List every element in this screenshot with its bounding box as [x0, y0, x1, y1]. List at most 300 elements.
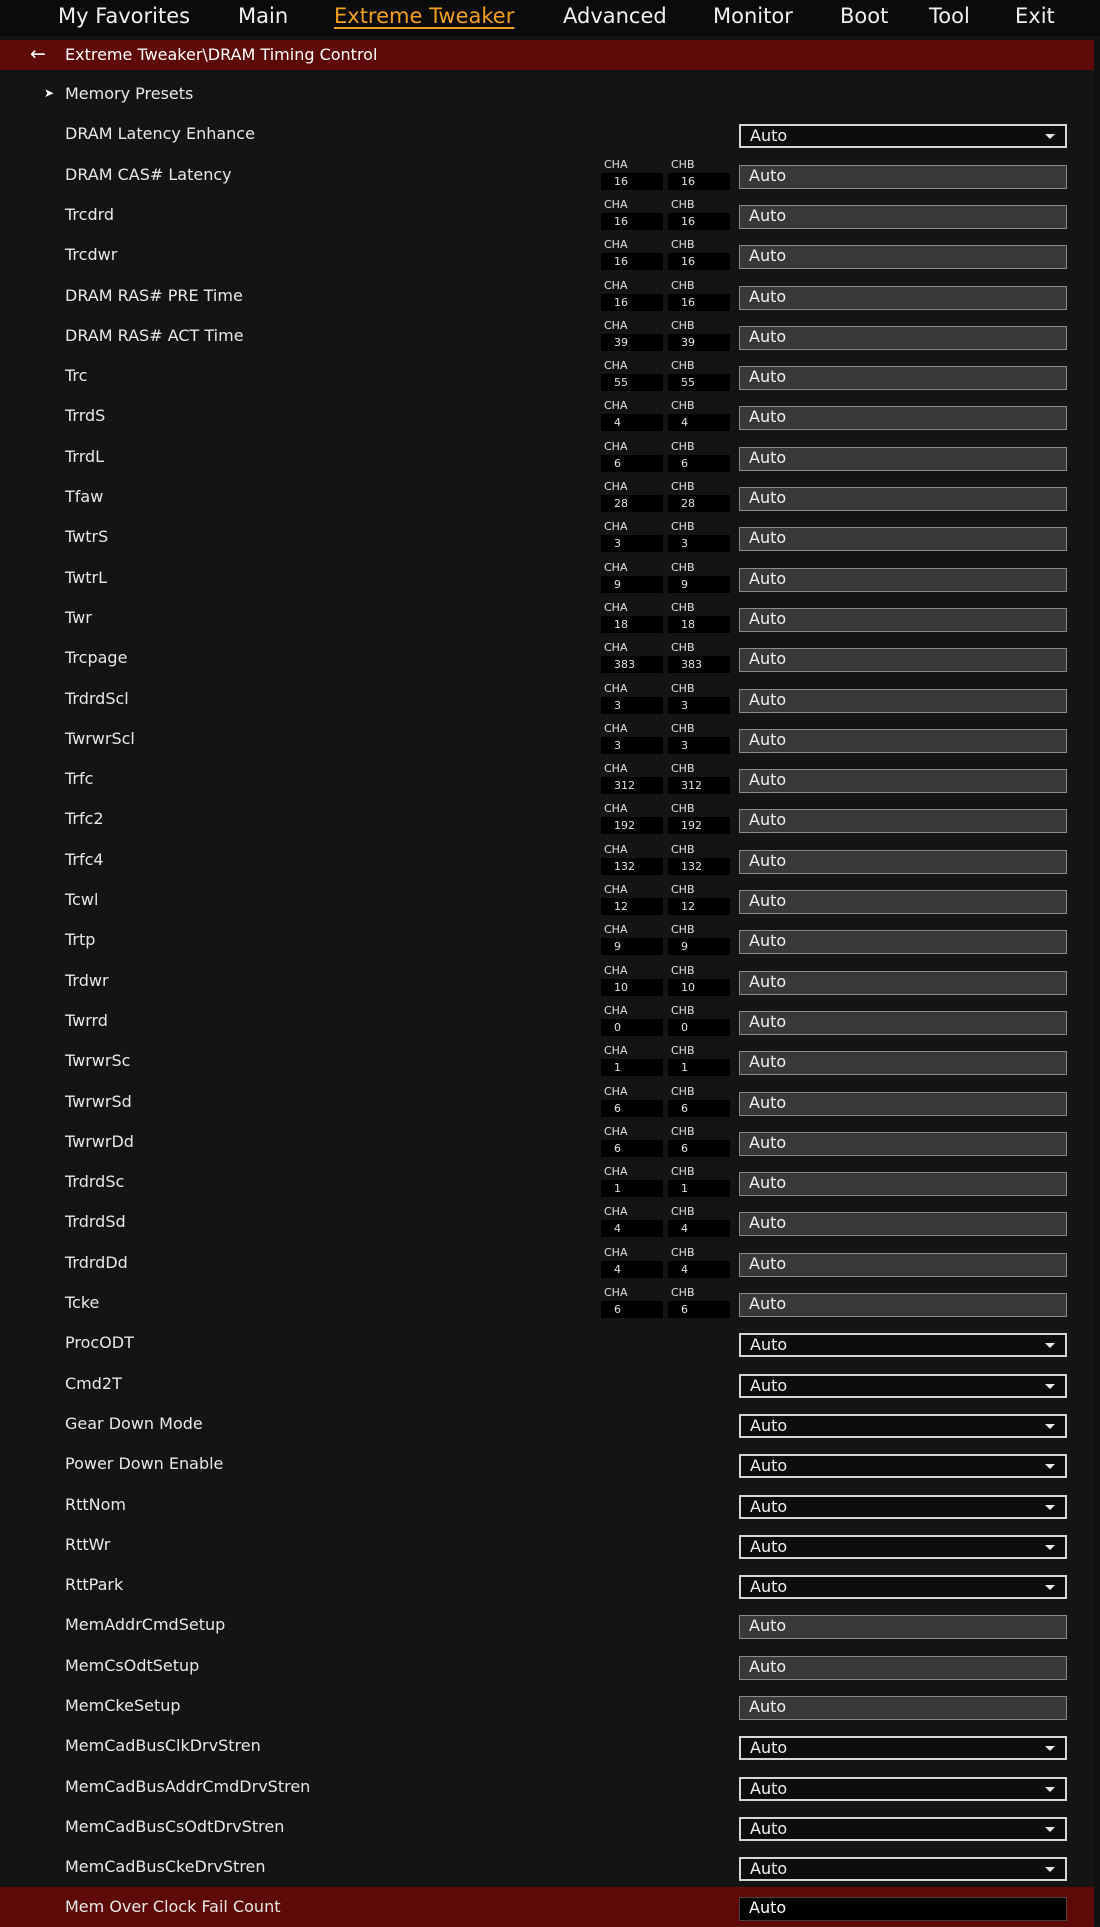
setting-label: Tcke: [65, 1293, 100, 1312]
setting-label: TwtrS: [65, 527, 109, 546]
chevron-down-icon: [1045, 1424, 1055, 1429]
value-input[interactable]: [739, 1656, 1067, 1680]
setting-row-tfaw[interactable]: [0, 477, 1094, 517]
value-text: Auto: [749, 931, 787, 950]
setting-label: MemAddrCmdSetup: [65, 1615, 226, 1634]
setting-row-trdrddd[interactable]: [0, 1243, 1094, 1283]
setting-row-cmd2t[interactable]: [0, 1364, 1094, 1404]
value-input[interactable]: [739, 366, 1067, 390]
tab-main[interactable]: Main: [238, 4, 289, 28]
value-text: Auto: [750, 126, 788, 145]
chevron-down-icon: [1045, 1585, 1055, 1590]
channel-b-label: CHB: [671, 480, 695, 493]
channel-b-value: 4: [668, 1261, 730, 1278]
setting-row-mem-over-clock-fail-count[interactable]: [0, 1887, 1094, 1927]
channel-b-label: CHB: [671, 923, 695, 936]
setting-row-trdwr[interactable]: [0, 961, 1094, 1001]
setting-row-trfc4[interactable]: [0, 840, 1094, 880]
channel-b-label: CHB: [671, 1205, 695, 1218]
setting-row-trfc[interactable]: [0, 759, 1094, 799]
channel-a-value: 9: [601, 576, 663, 593]
channel-b-readout: [668, 359, 730, 393]
tab-advanced[interactable]: Advanced: [563, 4, 667, 28]
value-dropdown[interactable]: [739, 1736, 1067, 1760]
chevron-down-icon: [1045, 1746, 1055, 1751]
value-input[interactable]: [739, 406, 1067, 430]
channel-a-label: CHA: [604, 399, 628, 412]
channel-a-value: 4: [601, 1220, 663, 1237]
setting-label: TrrdL: [65, 447, 105, 466]
channel-a-value: 6: [601, 1301, 663, 1318]
setting-row-memaddrcmdsetup[interactable]: [0, 1605, 1094, 1645]
value-input[interactable]: [739, 487, 1067, 511]
channel-b-value: 9: [668, 938, 730, 955]
channel-a-label: CHA: [604, 964, 628, 977]
chevron-down-icon: [1045, 1343, 1055, 1348]
setting-row-twrrd[interactable]: [0, 1001, 1094, 1041]
setting-label: TrrdS: [65, 406, 106, 425]
setting-row-dram-ras-act-time[interactable]: [0, 316, 1094, 356]
channel-a-label: CHA: [604, 198, 628, 211]
channel-a-value: 1: [601, 1059, 663, 1076]
value-input[interactable]: [739, 1212, 1067, 1236]
value-dropdown[interactable]: [739, 1333, 1067, 1357]
channel-b-label: CHB: [671, 1286, 695, 1299]
channel-b-value: 1: [668, 1059, 730, 1076]
value-text: Auto: [750, 1738, 788, 1757]
channel-b-readout: [668, 480, 730, 514]
channel-b-readout: [668, 762, 730, 796]
setting-row-trrdl[interactable]: [0, 437, 1094, 477]
setting-row-tcwl[interactable]: [0, 880, 1094, 920]
channel-b-value: 6: [668, 1140, 730, 1157]
channel-b-label: CHB: [671, 238, 695, 251]
value-input[interactable]: [739, 447, 1067, 471]
setting-label: DRAM RAS# ACT Time: [65, 326, 244, 345]
channel-a-readout: [601, 762, 663, 796]
tab-extreme-tweaker[interactable]: Extreme Tweaker: [334, 4, 515, 28]
channel-b-label: CHB: [671, 722, 695, 735]
value-text: Auto: [749, 1254, 787, 1273]
setting-label: TrdrdSc: [65, 1172, 125, 1191]
channel-a-value: 16: [601, 253, 663, 270]
setting-row-twtrs[interactable]: [0, 517, 1094, 557]
channel-b-readout: [668, 1044, 730, 1078]
value-input[interactable]: [739, 1092, 1067, 1116]
channel-b-readout: [668, 561, 730, 595]
setting-row-twrwrscl[interactable]: [0, 719, 1094, 759]
value-text: Auto: [749, 569, 787, 588]
channel-a-label: CHA: [604, 722, 628, 735]
channel-a-label: CHA: [604, 359, 628, 372]
setting-row-dram-ras-pre-time[interactable]: [0, 276, 1094, 316]
channel-a-value: 12: [601, 898, 663, 915]
setting-row-twrwrdd[interactable]: [0, 1122, 1094, 1162]
setting-row-power-down-enable[interactable]: [0, 1444, 1094, 1484]
value-text: Auto: [750, 1456, 788, 1475]
value-input[interactable]: [739, 286, 1067, 310]
channel-b-value: 132: [668, 858, 730, 875]
scrollbar-track[interactable]: [1094, 40, 1100, 1925]
setting-row-trcdrd[interactable]: [0, 195, 1094, 235]
channel-b-value: 16: [668, 213, 730, 230]
channel-a-readout: [601, 1085, 663, 1119]
setting-label: Gear Down Mode: [65, 1414, 203, 1433]
channel-b-label: CHB: [671, 762, 695, 775]
value-input[interactable]: [739, 1132, 1067, 1156]
setting-label: Cmd2T: [65, 1374, 122, 1393]
setting-label: MemCsOdtSetup: [65, 1656, 200, 1675]
value-text: Auto: [749, 609, 787, 628]
channel-a-value: 1: [601, 1180, 663, 1197]
value-text: Auto: [750, 1819, 788, 1838]
setting-row-trtp[interactable]: [0, 920, 1094, 960]
channel-a-value: 3: [601, 535, 663, 552]
value-input[interactable]: [739, 689, 1067, 713]
channel-b-label: CHB: [671, 1004, 695, 1017]
setting-label: Tcwl: [65, 890, 99, 909]
setting-row-trdrdsd[interactable]: [0, 1202, 1094, 1242]
channel-b-readout: [668, 1205, 730, 1239]
setting-label: DRAM RAS# PRE Time: [65, 286, 243, 305]
channel-b-value: 6: [668, 1301, 730, 1318]
channel-b-value: 1: [668, 1180, 730, 1197]
setting-label: DRAM CAS# Latency: [65, 165, 232, 184]
setting-row-trrds[interactable]: [0, 396, 1094, 436]
setting-label: MemCadBusCsOdtDrvStren: [65, 1817, 285, 1836]
value-text: Auto: [749, 1093, 787, 1112]
channel-a-value: 3: [601, 697, 663, 714]
channel-a-readout: [601, 399, 663, 433]
channel-a-value: 6: [601, 455, 663, 472]
setting-row-dram-cas-latency[interactable]: [0, 155, 1094, 195]
channel-a-label: CHA: [604, 1085, 628, 1098]
setting-row-twr[interactable]: [0, 598, 1094, 638]
value-text: Auto: [750, 1577, 788, 1596]
channel-a-readout: [601, 1246, 663, 1280]
channel-a-label: CHA: [604, 279, 628, 292]
value-text: Auto: [749, 246, 787, 265]
channel-b-value: 3: [668, 697, 730, 714]
value-text: Auto: [749, 690, 787, 709]
channel-a-value: 6: [601, 1100, 663, 1117]
value-input[interactable]: [739, 568, 1067, 592]
chevron-down-icon: [1045, 1505, 1055, 1510]
setting-row-memcsodtsetup[interactable]: [0, 1646, 1094, 1686]
setting-label: MemCadBusClkDrvStren: [65, 1736, 261, 1755]
setting-row-twtrl[interactable]: [0, 558, 1094, 598]
channel-a-readout: [601, 319, 663, 353]
channel-a-label: CHA: [604, 1165, 628, 1178]
value-input[interactable]: [739, 769, 1067, 793]
channel-b-readout: [668, 802, 730, 836]
setting-label: TwrwrSd: [65, 1092, 132, 1111]
chevron-down-icon: [1045, 1867, 1055, 1872]
value-input[interactable]: [739, 930, 1067, 954]
channel-b-label: CHB: [671, 399, 695, 412]
value-text: Auto: [749, 1697, 787, 1716]
setting-label: Tfaw: [65, 487, 104, 506]
setting-row-tcke[interactable]: [0, 1283, 1094, 1323]
setting-label: DRAM Latency Enhance: [65, 124, 255, 143]
setting-row-memory-presets[interactable]: [0, 74, 1094, 114]
channel-a-value: 0: [601, 1019, 663, 1036]
setting-label: Trdwr: [65, 971, 109, 990]
value-text: Auto: [749, 1294, 787, 1313]
value-input[interactable]: [739, 890, 1067, 914]
setting-row-dram-latency-enhance[interactable]: [0, 114, 1094, 154]
channel-b-readout: [668, 923, 730, 957]
setting-row-memcadbusaddrcmddrvstren[interactable]: [0, 1767, 1094, 1807]
value-text: Auto: [749, 1052, 787, 1071]
channel-a-readout: [601, 520, 663, 554]
channel-b-readout: [668, 399, 730, 433]
channel-b-readout: [668, 964, 730, 998]
value-input[interactable]: [739, 648, 1067, 672]
channel-a-readout: [601, 682, 663, 716]
channel-b-value: 16: [668, 173, 730, 190]
channel-b-value: 18: [668, 616, 730, 633]
channel-a-label: CHA: [604, 883, 628, 896]
setting-label: Trcpage: [65, 648, 128, 667]
chevron-down-icon: [1045, 1827, 1055, 1832]
value-dropdown[interactable]: [739, 124, 1067, 148]
setting-row-memcadbusckedrvstren[interactable]: [0, 1847, 1094, 1887]
value-text: Auto: [749, 448, 787, 467]
tab-exit[interactable]: Exit: [1015, 4, 1055, 28]
channel-a-value: 10: [601, 979, 663, 996]
value-input[interactable]: [739, 1253, 1067, 1277]
setting-label: TrdrdDd: [65, 1253, 128, 1272]
value-text: Auto: [749, 1213, 787, 1232]
value-input[interactable]: [739, 527, 1067, 551]
setting-row-trcdwr[interactable]: [0, 235, 1094, 275]
setting-row-trdrdsc[interactable]: [0, 1162, 1094, 1202]
value-input[interactable]: [739, 1172, 1067, 1196]
setting-row-rttwr[interactable]: [0, 1525, 1094, 1565]
setting-label: Trfc: [65, 769, 94, 788]
value-text: Auto: [749, 1898, 787, 1917]
channel-b-label: CHB: [671, 198, 695, 211]
setting-row-twrwrsd[interactable]: [0, 1082, 1094, 1122]
channel-a-label: CHA: [604, 682, 628, 695]
breadcrumb-path: Extreme Tweaker\DRAM Timing Control: [65, 45, 378, 64]
channel-b-value: 12: [668, 898, 730, 915]
channel-b-value: 6: [668, 1100, 730, 1117]
channel-b-value: 9: [668, 576, 730, 593]
channel-b-value: 4: [668, 1220, 730, 1237]
channel-a-label: CHA: [604, 601, 628, 614]
value-input[interactable]: [739, 608, 1067, 632]
value-dropdown[interactable]: [739, 1777, 1067, 1801]
value-text: Auto: [750, 1537, 788, 1556]
value-dropdown[interactable]: [739, 1374, 1067, 1398]
value-dropdown[interactable]: [739, 1575, 1067, 1599]
value-input[interactable]: [739, 205, 1067, 229]
channel-b-label: CHB: [671, 601, 695, 614]
channel-a-value: 6: [601, 1140, 663, 1157]
channel-b-value: 0: [668, 1019, 730, 1036]
channel-a-label: CHA: [604, 158, 628, 171]
value-text: Auto: [749, 488, 787, 507]
channel-a-label: CHA: [604, 520, 628, 533]
setting-row-procodt[interactable]: [0, 1323, 1094, 1363]
channel-a-label: CHA: [604, 1286, 628, 1299]
value-dropdown[interactable]: [739, 1535, 1067, 1559]
channel-b-label: CHB: [671, 883, 695, 896]
channel-a-readout: [601, 601, 663, 635]
channel-b-label: CHB: [671, 319, 695, 332]
setting-row-memckesetup[interactable]: [0, 1686, 1094, 1726]
setting-label: Trcdwr: [65, 245, 118, 264]
setting-row-memcadbusclkdrvstren[interactable]: [0, 1726, 1094, 1766]
channel-a-readout: [601, 641, 663, 675]
value-text: Auto: [750, 1779, 788, 1798]
channel-a-readout: [601, 279, 663, 313]
value-text: Auto: [749, 1133, 787, 1152]
channel-b-readout: [668, 319, 730, 353]
channel-a-label: CHA: [604, 641, 628, 654]
channel-b-readout: [668, 238, 730, 272]
setting-row-trdrdscl[interactable]: [0, 679, 1094, 719]
value-input[interactable]: [739, 1293, 1067, 1317]
value-input[interactable]: [739, 729, 1067, 753]
channel-a-label: CHA: [604, 802, 628, 815]
value-dropdown[interactable]: [739, 1454, 1067, 1478]
channel-a-readout: [601, 198, 663, 232]
channel-a-readout: [601, 480, 663, 514]
tab-my-favorites[interactable]: My Favorites: [58, 4, 191, 28]
value-input[interactable]: [739, 326, 1067, 350]
channel-a-label: CHA: [604, 1205, 628, 1218]
value-text: Auto: [749, 166, 787, 185]
setting-label: TwtrL: [65, 568, 107, 587]
channel-a-readout: [601, 923, 663, 957]
value-input[interactable]: [739, 245, 1067, 269]
channel-b-readout: [668, 601, 730, 635]
setting-row-twrwrsc[interactable]: [0, 1041, 1094, 1081]
setting-label: RttNom: [65, 1495, 127, 1514]
arrow-left-icon[interactable]: ←: [30, 43, 46, 65]
value-text: Auto: [749, 851, 787, 870]
value-text: Auto: [749, 972, 787, 991]
value-input[interactable]: [739, 1615, 1067, 1639]
setting-label: TwrwrSc: [65, 1051, 131, 1070]
channel-a-label: CHA: [604, 1246, 628, 1259]
channel-b-readout: [668, 1125, 730, 1159]
channel-a-value: 16: [601, 294, 663, 311]
channel-a-readout: [601, 440, 663, 474]
setting-label: ProcODT: [65, 1333, 134, 1352]
setting-label: Twr: [65, 608, 92, 627]
value-input[interactable]: [739, 809, 1067, 833]
value-input[interactable]: [739, 971, 1067, 995]
channel-a-value: 3: [601, 737, 663, 754]
channel-a-readout: [601, 1004, 663, 1038]
setting-row-rttnom[interactable]: [0, 1485, 1094, 1525]
value-text: Auto: [750, 1859, 788, 1878]
channel-b-readout: [668, 1085, 730, 1119]
channel-a-value: 132: [601, 858, 663, 875]
setting-label: RttPark: [65, 1575, 124, 1594]
setting-row-gear-down-mode[interactable]: [0, 1404, 1094, 1444]
channel-a-readout: [601, 722, 663, 756]
chevron-down-icon: [1045, 1384, 1055, 1389]
channel-b-value: 39: [668, 334, 730, 351]
channel-a-value: 9: [601, 938, 663, 955]
value-text: Auto: [749, 730, 787, 749]
channel-b-value: 383: [668, 656, 730, 673]
channel-a-readout: [601, 561, 663, 595]
setting-row-rttpark[interactable]: [0, 1565, 1094, 1605]
setting-label: TrdrdSd: [65, 1212, 126, 1231]
channel-a-label: CHA: [604, 923, 628, 936]
chevron-down-icon: [1045, 134, 1055, 139]
setting-label: Trc: [65, 366, 88, 385]
tab-monitor[interactable]: Monitor: [713, 4, 793, 28]
channel-a-value: 39: [601, 334, 663, 351]
value-dropdown[interactable]: [739, 1495, 1067, 1519]
value-dropdown[interactable]: [739, 1414, 1067, 1438]
setting-row-trc[interactable]: [0, 356, 1094, 396]
value-text: Auto: [750, 1416, 788, 1435]
value-text: Auto: [750, 1497, 788, 1516]
tab-boot[interactable]: Boot: [840, 4, 889, 28]
channel-a-readout: [601, 1125, 663, 1159]
channel-b-value: 3: [668, 535, 730, 552]
value-text: Auto: [749, 1012, 787, 1031]
channel-b-readout: [668, 1246, 730, 1280]
setting-label: MemCkeSetup: [65, 1696, 181, 1715]
channel-a-readout: [601, 158, 663, 192]
setting-row-memcadbuscsodtdrvstren[interactable]: [0, 1807, 1094, 1847]
setting-label: RttWr: [65, 1535, 111, 1554]
value-input[interactable]: [739, 165, 1067, 189]
channel-a-label: CHA: [604, 1125, 628, 1138]
value-input[interactable]: [739, 1011, 1067, 1035]
channel-a-label: CHA: [604, 480, 628, 493]
channel-a-readout: [601, 1205, 663, 1239]
channel-b-readout: [668, 641, 730, 675]
channel-b-label: CHB: [671, 1246, 695, 1259]
channel-b-label: CHB: [671, 1165, 695, 1178]
channel-a-value: 16: [601, 213, 663, 230]
channel-a-readout: [601, 802, 663, 836]
tab-tool[interactable]: Tool: [929, 4, 970, 28]
setting-row-trfc2[interactable]: [0, 799, 1094, 839]
channel-b-value: 3: [668, 737, 730, 754]
setting-label: Trcdrd: [65, 205, 115, 224]
value-text: Auto: [749, 287, 787, 306]
setting-row-trcpage[interactable]: [0, 638, 1094, 678]
channel-b-readout: [668, 1004, 730, 1038]
value-text: Auto: [749, 528, 787, 547]
channel-b-readout: [668, 883, 730, 917]
setting-label: MemCadBusAddrCmdDrvStren: [65, 1777, 311, 1796]
value-dropdown[interactable]: [739, 1857, 1067, 1881]
setting-label: Trfc2: [65, 809, 104, 828]
channel-b-label: CHB: [671, 440, 695, 453]
value-input[interactable]: [739, 1696, 1067, 1720]
value-input[interactable]: [739, 1897, 1067, 1921]
value-input[interactable]: [739, 1051, 1067, 1075]
value-text: Auto: [749, 1616, 787, 1635]
channel-b-value: 4: [668, 414, 730, 431]
value-input[interactable]: [739, 850, 1067, 874]
value-dropdown[interactable]: [739, 1817, 1067, 1841]
chevron-right-icon: ➤: [44, 86, 55, 100]
channel-a-label: CHA: [604, 843, 628, 856]
